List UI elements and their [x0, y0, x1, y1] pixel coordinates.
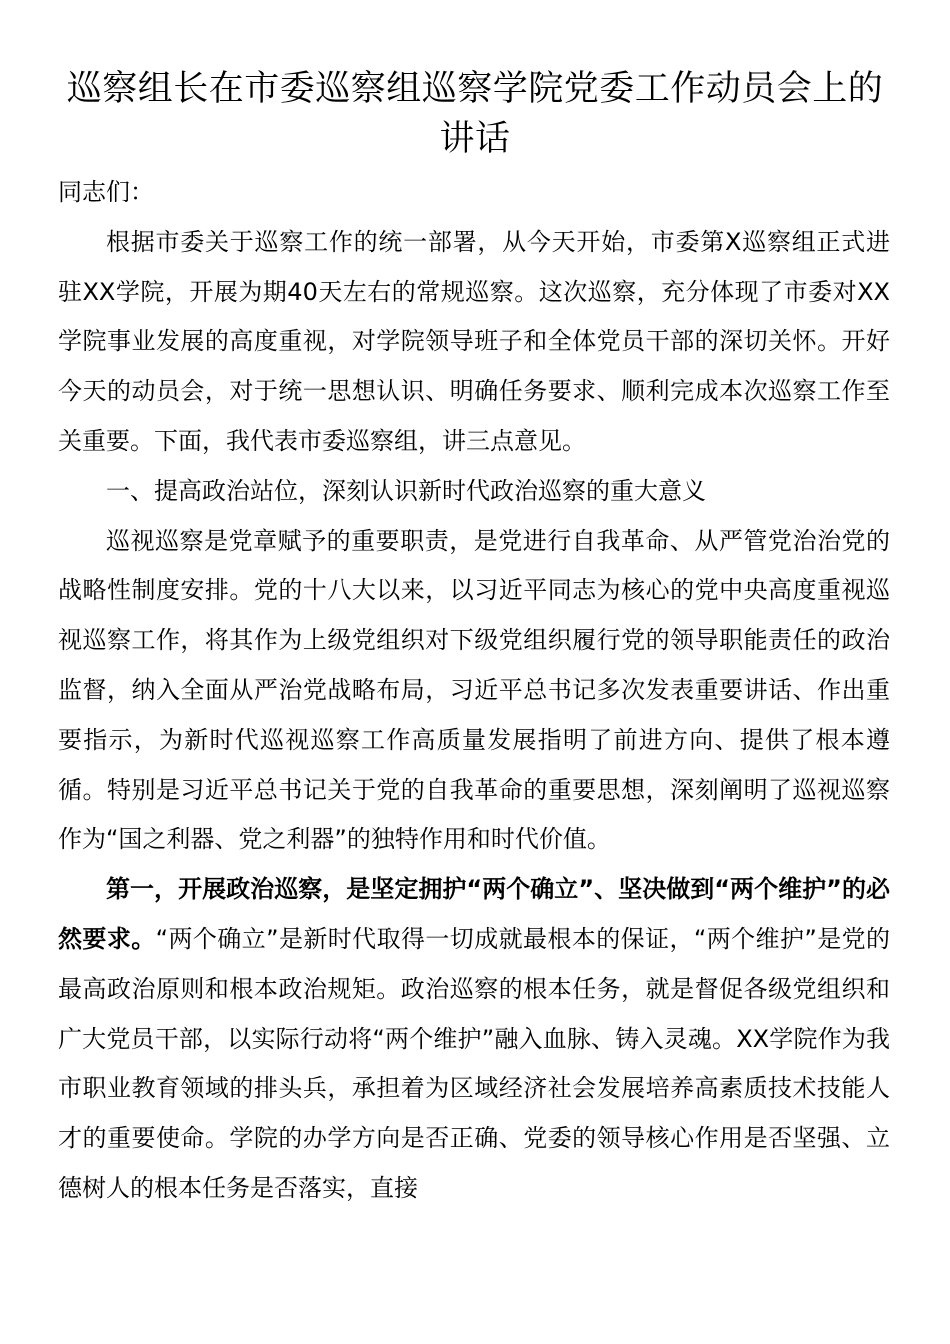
- point-one-lead: 第一，开展政治巡察，是坚定拥护“两个确立”、坚决做到“两个维护”的必然要求。: [58, 875, 890, 953]
- point-one-body: “两个确立”是新时代取得一切成就最根本的保证，“两个维护”是党的最高政治原则和根本政治规矩。政治巡察的根本任务，就是督促各级党组织和广大党员干部，以实际行动将“两个维护”融入血脉、铸入灵魂。XX学院作为我市职业教育领域的排头兵，承担着为区域经济社会发展培养高素质技术技能人才的重要使命。学院的办学方向是否正确、党委的领导核心作用是否坚强、立德树人的根本任务是否落实，直接: [58, 924, 891, 1202]
- document-body: [58, 168, 890, 1214]
- document-title: 巡察组长在市委巡察组巡察学院党委工作动员会上的讲话: [66, 69, 884, 159]
- intro-paragraph: 根据市委关于巡察工作的统一部署，从今天开始，市委第X巡察组正式进驻XX学院，开展为期40天左右的常规巡察。这次巡察，充分体现了市委对XX学院事业发展的高度重视，对学院领导班子和全体党员干部的深切关怀。开好今天的动员会，对于统一思想认识、明确任务要求、顺利完成本次巡察工作至关重要。下面，我代表市委巡察组，讲三点意见。: [58, 227, 890, 455]
- salutation: 同志们：: [58, 178, 154, 206]
- significance-paragraph: 巡视巡察是党章赋予的重要职责，是党进行自我革命、从严管党治治党的战略性制度安排。党的十八大以来，以习近平同志为核心的党中央高度重视巡视巡察工作，将其作为上级党组织对下级党组织履行党的领导职能责任的政治监督，纳入全面从严治党战略布局，习近平总书记多次发表重要讲话、作出重要指示，为新时代巡视巡察工作高质量发展指明了前进方向、提供了根本遵循。特别是习近平总书记关于党的自我革命的重要思想，深刻阐明了巡视巡察作为“国之利器、党之利器”的独特作用和时代价值。: [58, 526, 890, 854]
- section-heading-one: 一、提高政治站位，深刻认识新时代政治巡察的重大意义: [106, 476, 706, 505]
- point-one-paragraph: [58, 865, 890, 1214]
